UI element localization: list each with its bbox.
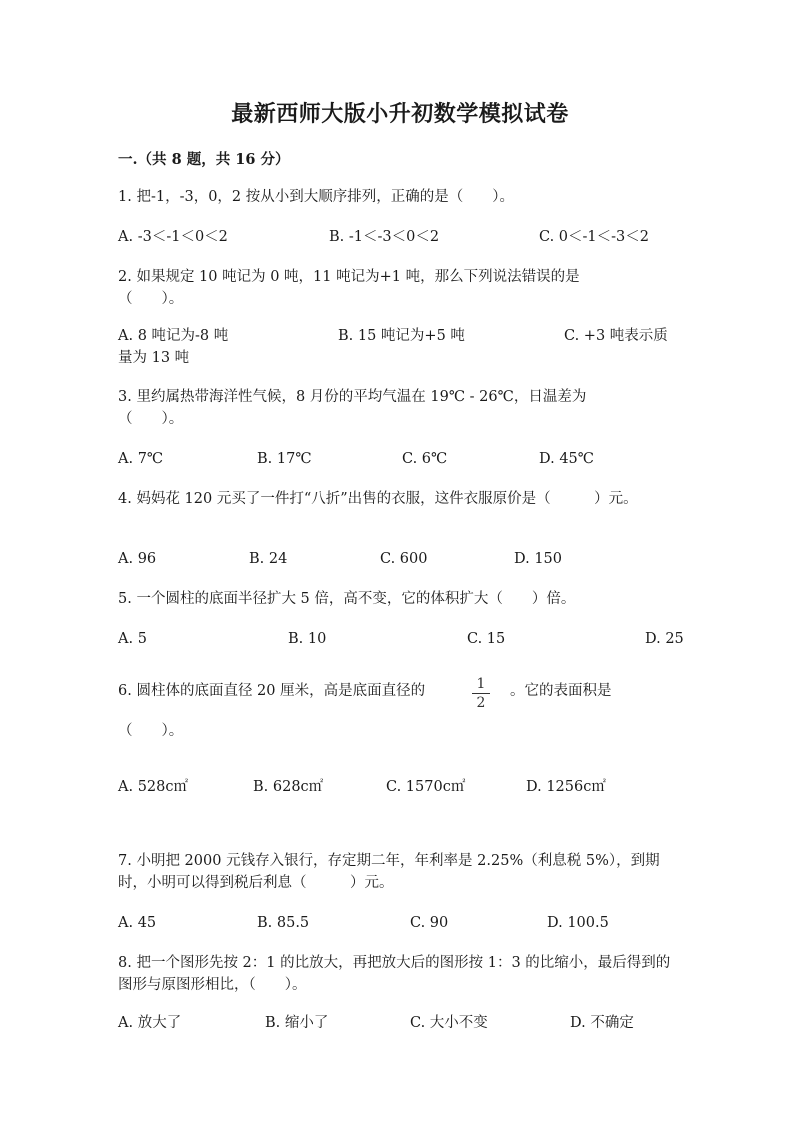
q6-option-c[interactable]: C. 1570c㎡	[386, 779, 466, 795]
q3-option-d[interactable]: D. 45℃	[539, 451, 594, 467]
q5-option-c[interactable]: C. 15	[467, 631, 506, 647]
q7-option-b[interactable]: B. 85.5	[257, 915, 310, 931]
question-8: 8. 把一个图形先按 2：1 的比放大，再把放大后的图形按 1：3 的比缩小，最后得到的图形与原图形相比，（ ）。	[118, 955, 671, 993]
q8-option-c[interactable]: C. 大小不变	[410, 1015, 488, 1031]
page-title: 最新西师大版小升初数学模拟试卷	[231, 101, 569, 127]
q6-option-b[interactable]: B. 628c㎡	[253, 779, 324, 795]
question-7: 7. 小明把 2000 元钱存入银行，存定期二年，年利率是 2.25%（利息税 5%），到期时，小明可以得到税后利息（ ）元。	[118, 853, 660, 891]
question-3: 3. 里约属热带海洋性气候，8 月份的平均气温在 19℃ - 26℃，日温差为（ ）。	[118, 389, 587, 427]
question-6-part-a: 6. 圆柱体的底面直径 20 厘米，高是底面直径的	[118, 683, 426, 699]
q2-option-a[interactable]: A. 8 吨记为-8 吨	[118, 328, 229, 344]
question-5: 5. 一个圆柱的底面半径扩大 5 倍，高不变，它的体积扩大（ ）倍。	[118, 591, 576, 607]
q1-option-b[interactable]: B. -1＜-3＜0＜2	[329, 229, 440, 245]
q4-option-c[interactable]: C. 600	[380, 551, 428, 567]
q4-option-a[interactable]: A. 96	[118, 551, 157, 567]
q4-option-d[interactable]: D. 150	[514, 551, 563, 567]
question-4: 4. 妈妈花 120 元买了一件打“八折”出售的衣服，这件衣服原价是（ ）元。	[118, 491, 638, 507]
q6-option-d[interactable]: D. 1256c㎡	[526, 779, 606, 795]
question-2: 2. 如果规定 10 吨记为 0 吨，11 吨记为+1 吨，那么下列说法错误的是（ ）。	[118, 269, 580, 307]
q4-option-b[interactable]: B. 24	[249, 551, 288, 567]
q6-option-a[interactable]: A. 528c㎡	[118, 779, 188, 795]
q3-option-b[interactable]: B. 17℃	[257, 451, 312, 467]
q7-option-d[interactable]: D. 100.5	[547, 915, 609, 931]
fraction-bar	[472, 693, 490, 694]
q7-option-c[interactable]: C. 90	[410, 915, 449, 931]
q7-option-a[interactable]: A. 45	[118, 915, 157, 931]
q3-option-c[interactable]: C. 6℃	[402, 451, 448, 467]
question-6-part-c: （ ）。	[118, 723, 184, 739]
q1-option-a[interactable]: A. -3＜-1＜0＜2	[118, 229, 228, 245]
question-6-part-b: 。它的表面积是	[510, 683, 612, 699]
fraction-one-half	[468, 676, 494, 711]
question-1: 1. 把-1，-3，0，2 按从小到大顺序排列，正确的是（ ）。	[118, 189, 515, 205]
q5-option-d[interactable]: D. 25	[645, 631, 684, 647]
q8-option-b[interactable]: B. 缩小了	[265, 1015, 329, 1031]
q5-option-a[interactable]: A. 5	[118, 631, 147, 647]
q8-option-d[interactable]: D. 不确定	[570, 1015, 634, 1031]
q8-option-a[interactable]: A. 放大了	[118, 1015, 182, 1031]
fraction-denominator: 2	[476, 695, 486, 711]
q2-option-b[interactable]: B. 15 吨记为+5 吨	[338, 328, 465, 344]
q3-option-a[interactable]: A. 7℃	[118, 451, 164, 467]
fraction-numerator: 1	[476, 676, 486, 692]
q5-option-b[interactable]: B. 10	[288, 631, 327, 647]
section-header: 一.（共 8 题，共 16 分）	[118, 151, 290, 168]
q2-option-c[interactable]: C. +3 吨表示质量为 13 吨	[118, 328, 668, 366]
q1-option-c[interactable]: C. 0＜-1＜-3＜2	[539, 229, 649, 245]
